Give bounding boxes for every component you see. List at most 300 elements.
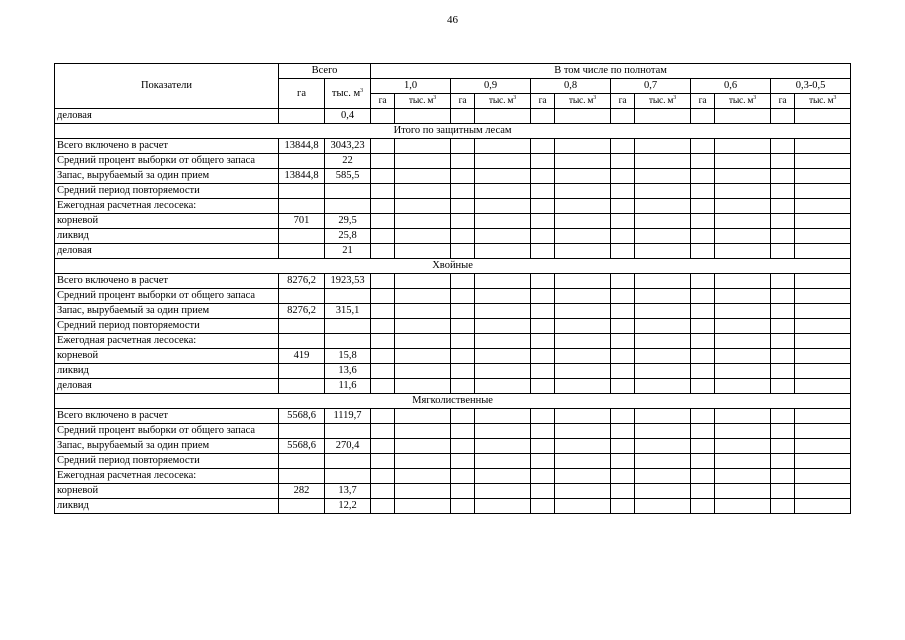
page-number: 46 [447, 14, 458, 26]
density-cell [371, 274, 395, 289]
density-cell [715, 109, 771, 124]
density-cell [451, 109, 475, 124]
density-cell [475, 499, 531, 514]
density-cell [715, 469, 771, 484]
density-cell [451, 334, 475, 349]
density-cell [555, 364, 611, 379]
density-cell [475, 244, 531, 259]
total-ha-cell: 282 [279, 484, 325, 499]
total-ha-cell [279, 379, 325, 394]
density-3-m3-header: тыс. $м^3$ [635, 94, 691, 109]
density-cell [611, 289, 635, 304]
density-cell [715, 304, 771, 319]
row-label: Ежегодная расчетная лесосека: [55, 469, 279, 484]
density-2-ha-header: га [531, 94, 555, 109]
density-cell [635, 469, 691, 484]
density-cell [531, 154, 555, 169]
total-m3-cell: 0,4 [325, 109, 371, 124]
density-cell [635, 304, 691, 319]
table-row [55, 109, 851, 124]
density-4-header: 0,6 [691, 79, 771, 94]
density-5-m3-header: тыс. $м^3$ [795, 94, 851, 109]
total-m3-cell: 21 [325, 244, 371, 259]
total-m3-cell [325, 199, 371, 214]
density-cell [795, 319, 851, 334]
density-cell [611, 169, 635, 184]
density-0-ha-header: га [371, 94, 395, 109]
density-cell [795, 289, 851, 304]
density-cell [451, 304, 475, 319]
density-cell [611, 454, 635, 469]
density-cell [531, 229, 555, 244]
density-1-m3-header: тыс. $м^3$ [475, 94, 531, 109]
table-row [55, 319, 851, 334]
density-cell [611, 424, 635, 439]
density-cell [795, 154, 851, 169]
total-m3-cell: 29,5 [325, 214, 371, 229]
density-cell [771, 214, 795, 229]
density-cell [451, 289, 475, 304]
density-cell [691, 199, 715, 214]
table-row [55, 289, 851, 304]
density-cell [475, 214, 531, 229]
table-header [55, 64, 851, 109]
density-1-ha-header: га [451, 94, 475, 109]
density-4-m3-header: тыс. $м^3$ [715, 94, 771, 109]
density-cell [531, 364, 555, 379]
row-label: корневой [55, 349, 279, 364]
density-cell [795, 109, 851, 124]
density-cell [635, 484, 691, 499]
total-ha-cell [279, 424, 325, 439]
section-title: Мягколиственные [55, 394, 851, 409]
density-cell [395, 364, 451, 379]
row-label: Средний процент выборки от общего запаса [55, 154, 279, 169]
density-cell [771, 484, 795, 499]
density-cell [635, 184, 691, 199]
row-label: деловая [55, 109, 279, 124]
density-3-header: 0,7 [611, 79, 691, 94]
table-row [55, 214, 851, 229]
total-ha-cell [279, 244, 325, 259]
density-cell [555, 199, 611, 214]
density-cell [795, 454, 851, 469]
density-2-m3-header: тыс. $м^3$ [555, 94, 611, 109]
density-cell [635, 109, 691, 124]
density-cell [691, 154, 715, 169]
density-cell [635, 274, 691, 289]
density-cell [691, 304, 715, 319]
density-3-ha-header: га [611, 94, 635, 109]
density-cell [531, 349, 555, 364]
density-cell [531, 199, 555, 214]
density-cell [795, 184, 851, 199]
density-cell [691, 289, 715, 304]
density-cell [531, 289, 555, 304]
density-cell [795, 169, 851, 184]
density-cell [395, 289, 451, 304]
density-cell [715, 409, 771, 424]
density-cell [715, 454, 771, 469]
section-row [55, 124, 851, 139]
density-cell [771, 469, 795, 484]
density-cell [475, 184, 531, 199]
density-cell [395, 319, 451, 334]
density-cell [611, 484, 635, 499]
density-cell [771, 169, 795, 184]
row-label: Всего включено в расчет [55, 274, 279, 289]
density-cell [635, 169, 691, 184]
total-m3-cell: 22 [325, 154, 371, 169]
density-cell [715, 439, 771, 454]
density-cell [451, 469, 475, 484]
density-cell [691, 229, 715, 244]
total-m3-cell: 1923,53 [325, 274, 371, 289]
density-cell [451, 244, 475, 259]
row-label: Запас, вырубаемый за один прием [55, 304, 279, 319]
total-m3-header: тыс. $м^3$ [325, 79, 371, 109]
density-cell [531, 244, 555, 259]
density-cell [635, 349, 691, 364]
density-cell [555, 334, 611, 349]
density-cell [371, 184, 395, 199]
density-cell [795, 484, 851, 499]
total-m3-cell: 11,6 [325, 379, 371, 394]
density-cell [555, 499, 611, 514]
density-cell [635, 319, 691, 334]
density-cell [451, 274, 475, 289]
density-cell [635, 379, 691, 394]
density-cell [611, 184, 635, 199]
density-cell [371, 154, 395, 169]
table-row [55, 274, 851, 289]
density-cell [771, 274, 795, 289]
density-cell [395, 109, 451, 124]
density-cell [611, 109, 635, 124]
density-cell [531, 409, 555, 424]
total-ha-cell [279, 184, 325, 199]
density-cell [475, 274, 531, 289]
density-cell [531, 439, 555, 454]
density-cell [395, 184, 451, 199]
density-cell [715, 139, 771, 154]
density-cell [475, 469, 531, 484]
density-cell [475, 364, 531, 379]
density-cell [771, 184, 795, 199]
density-cell [555, 319, 611, 334]
density-cell [451, 184, 475, 199]
density-cell [395, 154, 451, 169]
density-cell [371, 319, 395, 334]
density-cell [395, 469, 451, 484]
density-cell [611, 469, 635, 484]
total-m3-cell [325, 334, 371, 349]
density-cell [691, 169, 715, 184]
table-row [55, 424, 851, 439]
density-cell [395, 139, 451, 154]
total-header: Всего [279, 64, 371, 79]
table-row [55, 334, 851, 349]
total-ha-cell: 5568,6 [279, 409, 325, 424]
density-cell [371, 229, 395, 244]
density-cell [451, 229, 475, 244]
density-cell [475, 289, 531, 304]
density-cell [371, 109, 395, 124]
row-label: корневой [55, 484, 279, 499]
density-cell [531, 424, 555, 439]
section-row [55, 259, 851, 274]
density-cell [475, 109, 531, 124]
density-cell [395, 439, 451, 454]
density-cell [371, 139, 395, 154]
table-row [55, 139, 851, 154]
density-cell [771, 199, 795, 214]
density-cell [715, 274, 771, 289]
density-cell [555, 184, 611, 199]
density-cell [371, 454, 395, 469]
density-cell [371, 304, 395, 319]
total-ha-cell [279, 454, 325, 469]
density-cell [395, 454, 451, 469]
table-row [55, 244, 851, 259]
density-cell [395, 499, 451, 514]
density-5-header: 0,3-0,5 [771, 79, 851, 94]
density-1-header: 0,9 [451, 79, 531, 94]
total-m3-cell: 585,5 [325, 169, 371, 184]
density-cell [475, 439, 531, 454]
density-cell [795, 379, 851, 394]
table-row [55, 499, 851, 514]
density-cell [771, 409, 795, 424]
total-m3-cell: 12,2 [325, 499, 371, 514]
density-cell [395, 274, 451, 289]
density-cell [555, 469, 611, 484]
density-cell [451, 379, 475, 394]
density-cell [531, 319, 555, 334]
density-cell [475, 424, 531, 439]
total-ha-cell [279, 109, 325, 124]
total-m3-cell [325, 184, 371, 199]
density-cell [395, 304, 451, 319]
density-cell [395, 409, 451, 424]
section-title: Итого по защитным лесам [55, 124, 851, 139]
density-cell [771, 349, 795, 364]
density-cell [531, 139, 555, 154]
density-cell [691, 469, 715, 484]
density-cell [715, 214, 771, 229]
density-cell [555, 289, 611, 304]
density-cell [531, 274, 555, 289]
total-ha-cell [279, 289, 325, 304]
density-cell [715, 229, 771, 244]
density-cell [371, 439, 395, 454]
density-cell [555, 169, 611, 184]
density-cell [555, 379, 611, 394]
density-cell [475, 409, 531, 424]
density-cell [691, 184, 715, 199]
density-cell [371, 244, 395, 259]
density-cell [691, 334, 715, 349]
total-m3-cell [325, 319, 371, 334]
total-m3-cell: 1119,7 [325, 409, 371, 424]
total-m3-cell: 25,8 [325, 229, 371, 244]
density-cell [451, 214, 475, 229]
density-cell [531, 484, 555, 499]
density-cell [371, 484, 395, 499]
density-cell [451, 139, 475, 154]
density-cell [555, 439, 611, 454]
density-cell [611, 349, 635, 364]
row-label: Средний период повторяемости [55, 454, 279, 469]
density-cell [475, 319, 531, 334]
density-cell [795, 409, 851, 424]
density-cell [715, 334, 771, 349]
density-cell [795, 139, 851, 154]
density-cell [771, 304, 795, 319]
density-cell [531, 184, 555, 199]
density-cell [771, 454, 795, 469]
density-cell [475, 229, 531, 244]
density-cell [771, 319, 795, 334]
density-cell [795, 334, 851, 349]
density-cell [795, 304, 851, 319]
density-cell [795, 469, 851, 484]
density-cell [395, 199, 451, 214]
table-row [55, 409, 851, 424]
total-m3-cell [325, 424, 371, 439]
density-cell [371, 499, 395, 514]
row-label: Средний период повторяемости [55, 184, 279, 199]
table-row [55, 199, 851, 214]
row-label: Запас, вырубаемый за один прием [55, 439, 279, 454]
density-cell [475, 334, 531, 349]
total-m3-cell [325, 469, 371, 484]
density-cell [475, 139, 531, 154]
density-cell [635, 454, 691, 469]
density-cell [715, 154, 771, 169]
density-cell [771, 244, 795, 259]
total-ha-cell: 13844,8 [279, 139, 325, 154]
density-cell [635, 244, 691, 259]
row-label: Ежегодная расчетная лесосека: [55, 334, 279, 349]
row-label: ликвид [55, 499, 279, 514]
density-cell [555, 109, 611, 124]
density-cell [635, 289, 691, 304]
density-cell [691, 439, 715, 454]
density-cell [451, 199, 475, 214]
row-label: деловая [55, 244, 279, 259]
density-cell [371, 424, 395, 439]
total-m3-cell [325, 454, 371, 469]
density-cell [395, 379, 451, 394]
density-cell [771, 424, 795, 439]
density-cell [715, 364, 771, 379]
density-cell [795, 499, 851, 514]
section-title: Хвойные [55, 259, 851, 274]
density-cell [691, 499, 715, 514]
density-cell [691, 319, 715, 334]
total-ha-cell [279, 154, 325, 169]
density-cell [451, 454, 475, 469]
density-cell [475, 484, 531, 499]
row-label: Средний процент выборки от общего запаса [55, 289, 279, 304]
density-0-m3-header: тыс. $м^3$ [395, 94, 451, 109]
density-cell [611, 439, 635, 454]
density-cell [371, 169, 395, 184]
density-cell [691, 349, 715, 364]
density-cell [395, 484, 451, 499]
table-row [55, 169, 851, 184]
density-cell [611, 379, 635, 394]
table-row [55, 184, 851, 199]
section-row [55, 394, 851, 409]
density-cell [715, 169, 771, 184]
density-cell [451, 364, 475, 379]
density-cell [795, 439, 851, 454]
density-cell [635, 154, 691, 169]
density-cell [635, 199, 691, 214]
density-cell [635, 409, 691, 424]
indicators-header: Показатели [55, 64, 279, 109]
density-5-ha-header: га [771, 94, 795, 109]
density-cell [611, 139, 635, 154]
row-label: Средний период повторяемости [55, 319, 279, 334]
density-cell [635, 214, 691, 229]
table-row [55, 439, 851, 454]
row-label: деловая [55, 379, 279, 394]
density-4-ha-header: га [691, 94, 715, 109]
density-cell [691, 454, 715, 469]
density-cell [771, 439, 795, 454]
density-cell [371, 409, 395, 424]
density-cell [691, 409, 715, 424]
density-cell [475, 169, 531, 184]
density-cell [451, 499, 475, 514]
density-cell [611, 199, 635, 214]
density-cell [371, 349, 395, 364]
total-ha-cell [279, 319, 325, 334]
density-cell [771, 364, 795, 379]
total-m3-cell [325, 289, 371, 304]
density-cell [531, 454, 555, 469]
density-cell [555, 304, 611, 319]
density-cell [691, 379, 715, 394]
density-cell [531, 379, 555, 394]
density-cell [395, 424, 451, 439]
total-ha-cell: 701 [279, 214, 325, 229]
density-cell [531, 304, 555, 319]
density-cell [611, 409, 635, 424]
row-label: ликвид [55, 364, 279, 379]
density-cell [691, 364, 715, 379]
density-cell [715, 184, 771, 199]
density-cell [715, 424, 771, 439]
total-ha-cell [279, 199, 325, 214]
total-m3-cell: 13,6 [325, 364, 371, 379]
density-cell [371, 364, 395, 379]
density-cell [771, 499, 795, 514]
density-2-header: 0,8 [531, 79, 611, 94]
total-ha-cell: 8276,2 [279, 304, 325, 319]
table-row [55, 454, 851, 469]
density-cell [395, 229, 451, 244]
density-cell [691, 139, 715, 154]
total-ha-header: га [279, 79, 325, 109]
density-cell [771, 154, 795, 169]
total-ha-cell: 5568,6 [279, 439, 325, 454]
table-row [55, 154, 851, 169]
total-ha-cell: 8276,2 [279, 274, 325, 289]
